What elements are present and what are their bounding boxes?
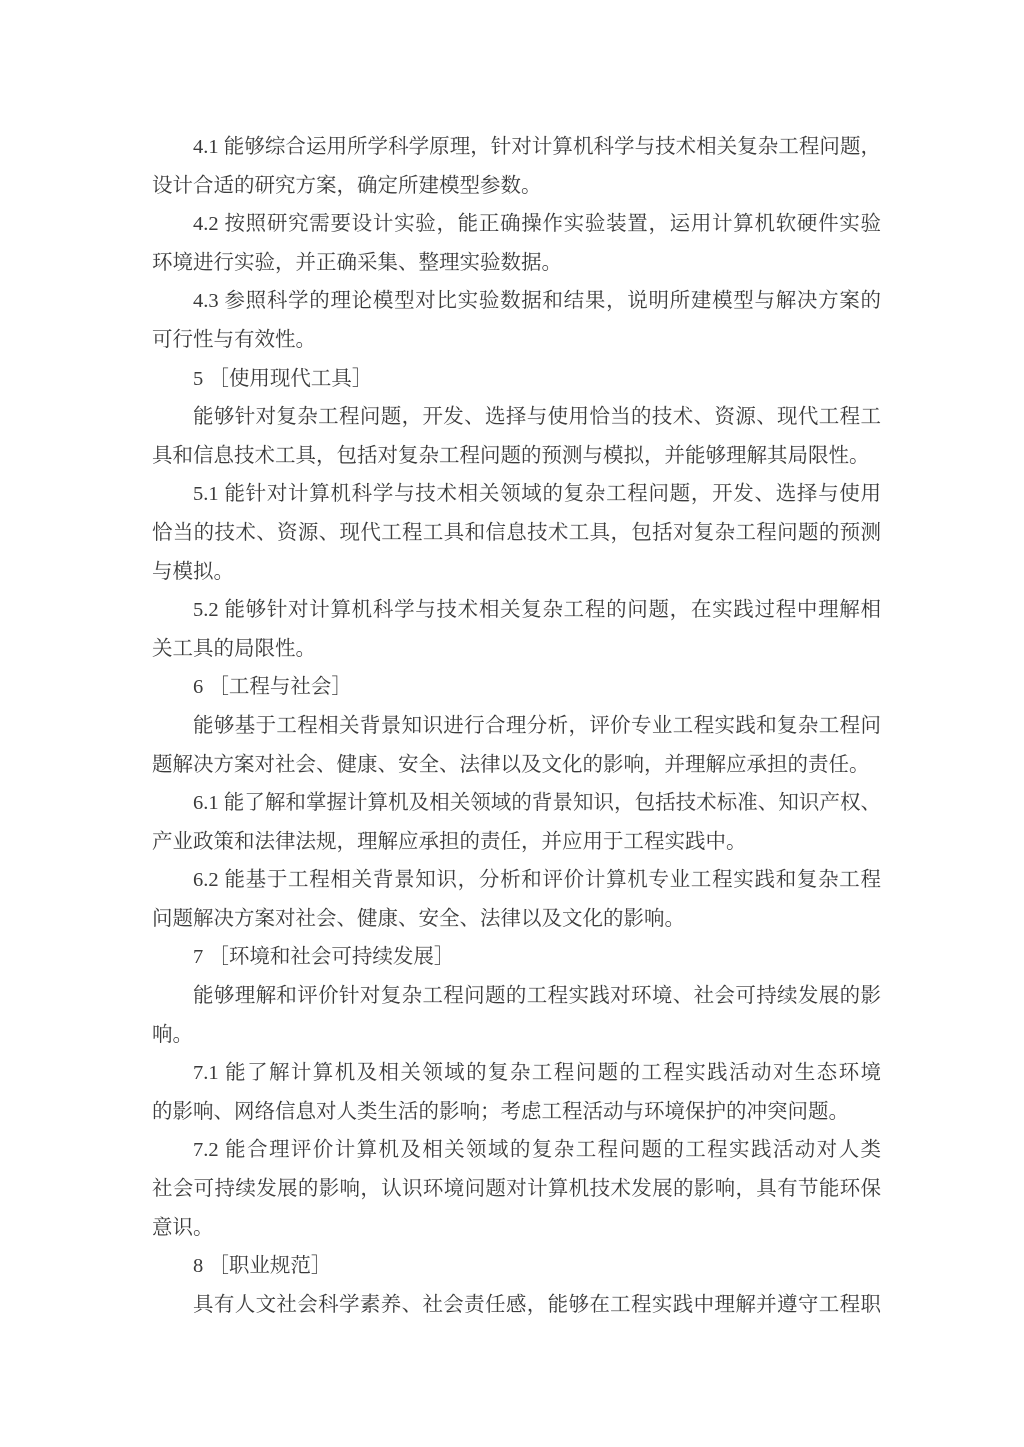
page-text-block bbox=[152, 128, 881, 1324]
text-line: 5.2 能够针对计算机科学与技术相关复杂工程的问题，在实践过程中理解相 bbox=[193, 599, 881, 622]
text-line: 产业政策和法律法规，理解应承担的责任，并应用于工程实践中。 bbox=[152, 830, 747, 853]
text-line: 与模拟。 bbox=[152, 560, 234, 583]
section-heading: 7 ［环境和社会可持续发展］ bbox=[193, 946, 455, 969]
text-line: 5.1 能针对计算机科学与技术相关领域的复杂工程问题，开发、选择与使用 bbox=[193, 483, 881, 506]
text-line: 关工具的局限性。 bbox=[152, 637, 316, 660]
text-line: 能够基于工程相关背景知识进行合理分析，评价专业工程实践和复杂工程问 bbox=[193, 714, 881, 737]
text-line: 4.1 能够综合运用所学科学原理，针对计算机科学与技术相关复杂工程问题， bbox=[193, 136, 881, 158]
text-line: 4.2 按照研究需要设计实验，能正确操作实验装置，运用计算机软硬件实验 bbox=[193, 213, 881, 236]
text-line: 具有人文社会科学素养、社会责任感，能够在工程实践中理解并遵守工程职 bbox=[193, 1293, 881, 1316]
text-line: 6.2 能基于工程相关背景知识，分析和评价计算机专业工程实践和复杂工程 bbox=[193, 869, 881, 892]
text-line: 题解决方案对社会、健康、安全、法律以及文化的影响，并理解应承担的责任。 bbox=[152, 753, 870, 776]
text-line: 问题解决方案对社会、健康、安全、法律以及文化的影响。 bbox=[152, 907, 685, 930]
text-line: 具和信息技术工具，包括对复杂工程问题的预测与模拟，并能够理解其局限性。 bbox=[152, 444, 870, 467]
text-line: 6.1 能了解和掌握计算机及相关领域的背景知识，包括技术标准、知识产权、 bbox=[193, 792, 881, 815]
text-line: 社会可持续发展的影响，认识环境问题对计算机技术发展的影响，具有节能环保 bbox=[152, 1178, 881, 1201]
text-line: 7.2 能合理评价计算机及相关领域的复杂工程问题的工程实践活动对人类 bbox=[193, 1139, 881, 1162]
text-line: 恰当的技术、资源、现代工程工具和信息技术工具，包括对复杂工程问题的预测 bbox=[152, 521, 881, 544]
text-line: 4.3 参照科学的理论模型对比实验数据和结果，说明所建模型与解决方案的 bbox=[193, 290, 881, 313]
section-heading: 8 ［职业规范］ bbox=[193, 1255, 332, 1278]
text-line: 的影响、网络信息对人类生活的影响；考虑工程活动与环境保护的冲突问题。 bbox=[152, 1100, 849, 1123]
text-line: 意识。 bbox=[152, 1216, 214, 1239]
text-line: 能够针对复杂工程问题，开发、选择与使用恰当的技术、资源、现代工程工 bbox=[193, 406, 881, 429]
section-heading: 5 ［使用现代工具］ bbox=[193, 367, 373, 390]
text-line: 环境进行实验，并正确采集、整理实验数据。 bbox=[152, 251, 562, 274]
text-line: 设计合适的研究方案，确定所建模型参数。 bbox=[152, 174, 542, 197]
text-line: 响。 bbox=[152, 1023, 193, 1046]
section-heading: 6 ［工程与社会］ bbox=[193, 676, 352, 699]
text-line: 7.1 能了解计算机及相关领域的复杂工程问题的工程实践活动对生态环境 bbox=[193, 1062, 881, 1085]
text-line: 能够理解和评价针对复杂工程问题的工程实践对环境、社会可持续发展的影 bbox=[193, 985, 881, 1008]
text-line: 可行性与有效性。 bbox=[152, 328, 316, 351]
